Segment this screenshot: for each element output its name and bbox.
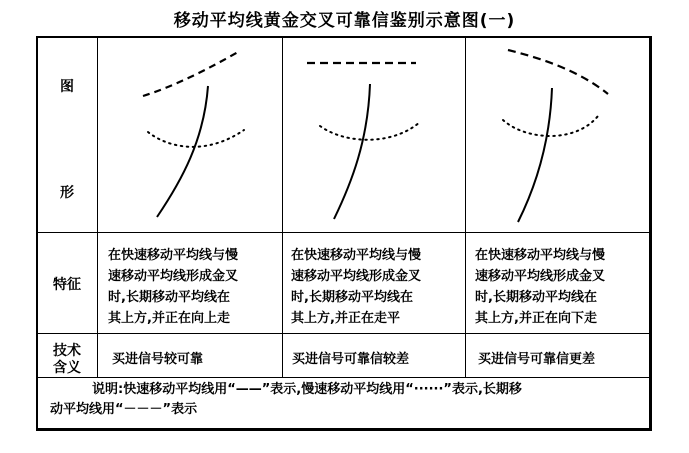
- slow-ma-line: [503, 116, 598, 136]
- fast-ma-line: [157, 86, 208, 217]
- feature-text-3: [475, 245, 647, 329]
- feature-text-2: [291, 245, 463, 329]
- legend-note-line-2: 动平均线用“－－－”表示: [50, 402, 198, 417]
- row-label-figure-top: 图: [60, 79, 74, 95]
- feature-line: 时,长期移动平均线在: [108, 290, 230, 305]
- feature-line: 在快速移动平均线与慢: [108, 248, 239, 263]
- row-label-feature: 特征: [53, 277, 81, 293]
- legend-note: [50, 380, 642, 420]
- legend-note-line-1: 说明:快速移动平均线用“——”表示,慢速移动平均线用“······”表示,长期移: [92, 382, 522, 397]
- feature-line: 在快速移动平均线与慢: [475, 248, 606, 263]
- long-ma-line-falling: [508, 50, 608, 94]
- figure-1: [143, 52, 244, 217]
- row-label-figure-bottom: 形: [60, 185, 74, 201]
- meaning-text-2: 买进信号可靠信较差: [292, 352, 410, 367]
- feature-line: 速移动平均线形成金叉: [108, 269, 239, 284]
- row-label-meaning-1: 技术: [53, 343, 81, 359]
- long-ma-line-rising: [143, 52, 238, 96]
- slow-ma-line: [320, 122, 420, 140]
- meaning-text-3: 买进信号可靠信更差: [478, 352, 596, 367]
- feature-line: 速移动平均线形成金叉: [291, 269, 422, 284]
- feature-line: 时,长期移动平均线在: [475, 290, 597, 305]
- feature-line: 其上方,并正在向上走: [108, 311, 230, 326]
- diagram-title: 移动平均线黄金交叉可靠信鉴别示意图(一): [173, 11, 516, 31]
- fast-ma-line: [518, 88, 552, 222]
- figure-3: [503, 50, 608, 222]
- feature-line: 在快速移动平均线与慢: [291, 248, 422, 263]
- row-label-meaning-2: 含义: [53, 360, 81, 376]
- meaning-text-1: 买进信号较可靠: [112, 352, 204, 367]
- feature-line: 时,长期移动平均线在: [291, 290, 413, 305]
- fast-ma-line: [334, 84, 370, 219]
- feature-text-1: [108, 245, 280, 329]
- feature-line: 其上方,并正在向下走: [475, 311, 597, 326]
- feature-line: 其上方,并正在走平: [291, 311, 400, 326]
- feature-line: 速移动平均线形成金叉: [475, 269, 606, 284]
- figure-2: [307, 63, 420, 219]
